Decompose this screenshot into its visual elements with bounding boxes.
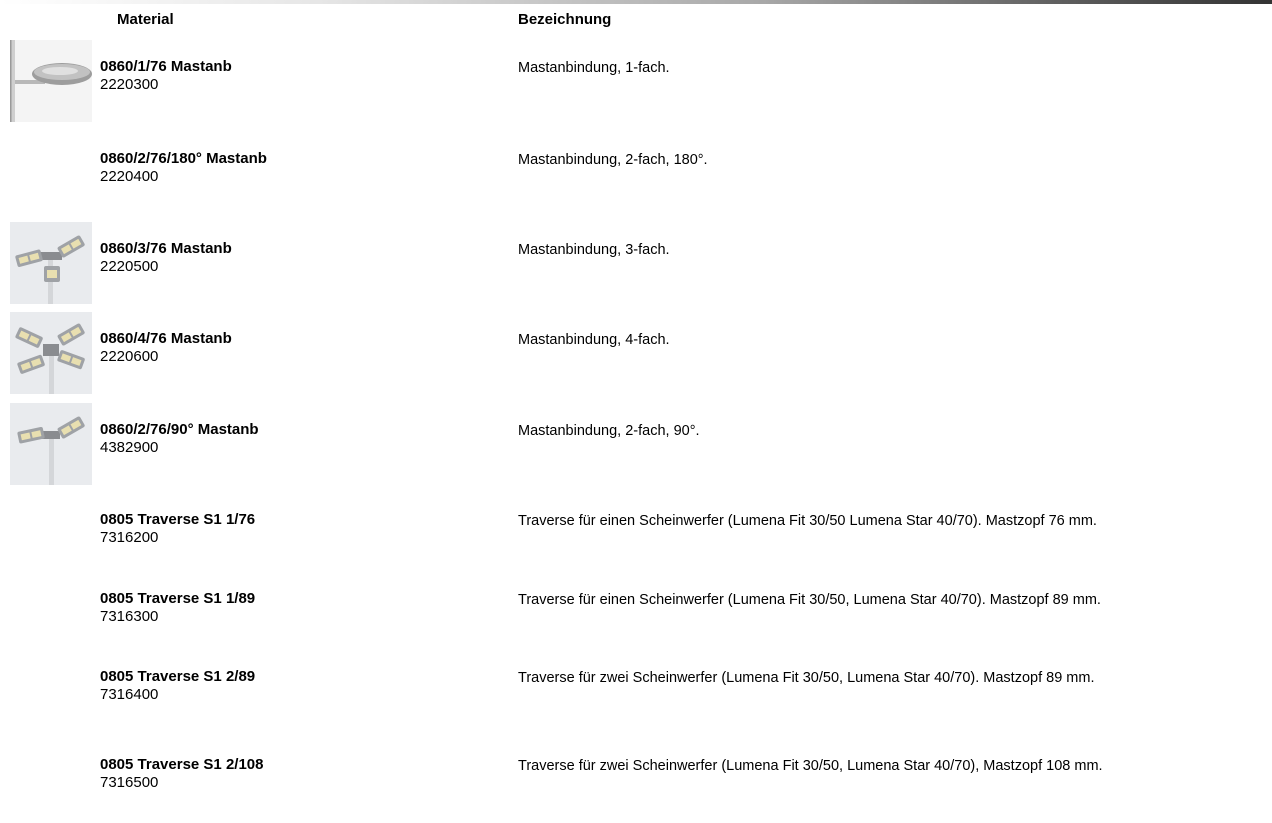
table-row <box>0 312 1272 394</box>
material-description: Mastanbindung, 2-fach, 180°. <box>518 152 708 168</box>
table-row <box>0 403 1272 485</box>
table-row <box>0 645 1272 725</box>
four-head-luminaire-image <box>10 312 92 394</box>
table-row <box>0 485 1272 565</box>
table-row <box>0 222 1272 304</box>
material-code: 2220400 <box>100 168 159 185</box>
single-arm-luminaire-image <box>10 40 92 122</box>
material-code: 7316500 <box>100 774 159 791</box>
material-code: 2220600 <box>100 348 159 365</box>
material-code: 7316400 <box>100 686 159 703</box>
column-header-material: Material <box>117 11 174 28</box>
material-name: 0805 Traverse S1 1/89 <box>100 590 256 607</box>
material-description: Traverse für zwei Scheinwerfer (Lumena Fit 30/50, Lumena Star 40/70). Mastzopf 89 mm. <box>518 670 1095 686</box>
material-name: 0860/2/76/180° Mastanb <box>100 150 267 167</box>
material-description: Mastanbindung, 2-fach, 90°. <box>518 423 700 439</box>
material-code: 7316200 <box>100 529 159 546</box>
material-name: 0805 Traverse S1 2/89 <box>100 668 256 685</box>
table-row <box>0 40 1272 122</box>
material-name: 0805 Traverse S1 2/108 <box>100 756 264 773</box>
material-code: 2220300 <box>100 76 159 93</box>
material-code: 2220500 <box>100 258 159 275</box>
material-description: Traverse für einen Scheinwerfer (Lumena Fit 30/50 Lumena Star 40/70). Mastzopf 76 mm. <box>518 513 1097 529</box>
material-name: 0805 Traverse S1 1/76 <box>100 511 256 528</box>
material-description: Traverse für einen Scheinwerfer (Lumena Fit 30/50, Lumena Star 40/70). Mastzopf 89 mm. <box>518 592 1101 608</box>
material-description: Mastanbindung, 1-fach. <box>518 60 670 76</box>
material-name: 0860/3/76 Mastanb <box>100 240 232 257</box>
column-header-bezeichnung: Bezeichnung <box>518 11 612 28</box>
two-head-luminaire-image <box>10 403 92 485</box>
header-gradient-bar <box>0 0 1272 4</box>
material-description: Mastanbindung, 4-fach. <box>518 332 670 348</box>
material-code: 7316300 <box>100 608 159 625</box>
material-name: 0860/2/76/90° Mastanb <box>100 421 259 438</box>
table-row <box>0 122 1272 212</box>
three-head-luminaire-image <box>10 222 92 304</box>
table-row <box>0 725 1272 823</box>
material-name: 0860/1/76 Mastanb <box>100 58 232 75</box>
material-description: Traverse für zwei Scheinwerfer (Lumena Fit 30/50, Lumena Star 40/70), Mastzopf 108 mm. <box>518 758 1103 774</box>
material-name: 0860/4/76 Mastanb <box>100 330 232 347</box>
material-code: 4382900 <box>100 439 159 456</box>
material-description: Mastanbindung, 3-fach. <box>518 242 670 258</box>
table-row <box>0 565 1272 645</box>
